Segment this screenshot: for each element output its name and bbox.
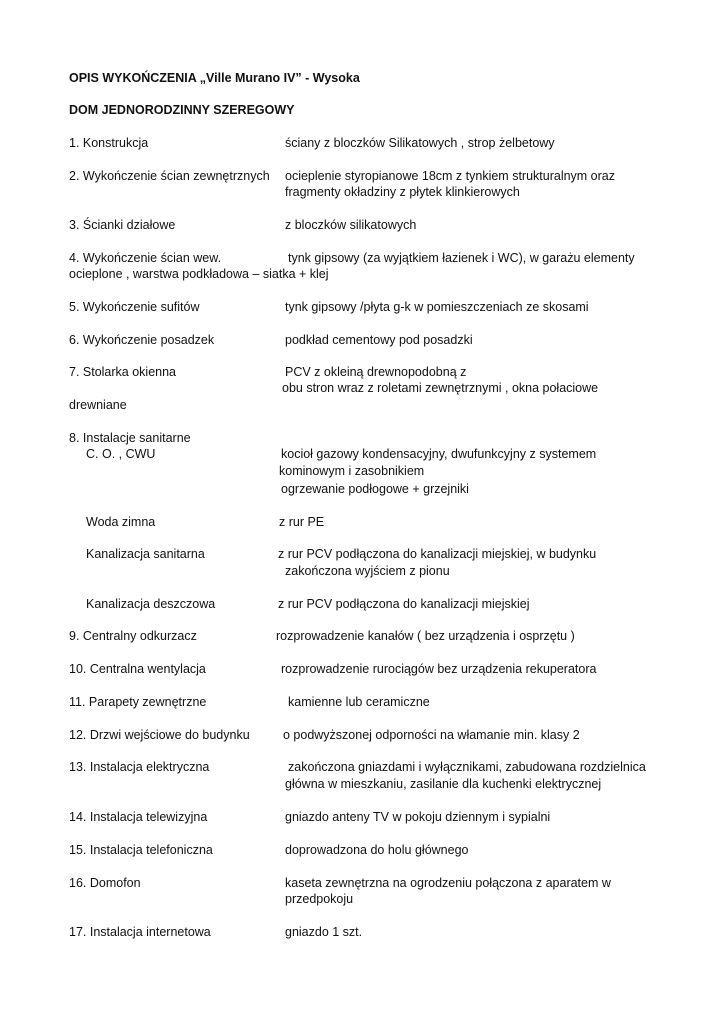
item-description: gniazdo anteny TV w pokoju dziennym i sypialni bbox=[285, 810, 551, 824]
item-label: 13. Instalacja elektryczna bbox=[69, 760, 210, 774]
item-description: gniazdo 1 szt. bbox=[285, 925, 363, 939]
item-label: 2. Wykończenie ścian zewnętrznych bbox=[69, 169, 270, 183]
item-description: z rur PE bbox=[279, 515, 325, 529]
item-description: ocieplone , warstwa podkładowa – siatka + klej bbox=[69, 267, 329, 281]
item-description: doprowadzona do holu głównego bbox=[285, 843, 469, 857]
item-description: podkład cementowy pod posadzki bbox=[285, 333, 473, 347]
item-label: 10. Centralna wentylacja bbox=[69, 662, 206, 676]
item-label: 4. Wykończenie ścian wew. bbox=[69, 251, 222, 265]
item-description: zakończona gniazdami i wyłącznikami, zabudowana rozdzielnica bbox=[288, 760, 646, 774]
item-description: o podwyższonej odporności na włamanie min. klasy 2 bbox=[283, 728, 580, 742]
item-label: 6. Wykończenie posadzek bbox=[69, 333, 215, 347]
item-description: tynk gipsowy /płyta g-k w pomieszczeniach ze skosami bbox=[285, 300, 589, 314]
item-description: PCV z okleiną drewnopodobną z bbox=[285, 365, 467, 379]
subitem-label: Kanalizacja sanitarna bbox=[86, 547, 205, 561]
item-description: ogrzewanie podłogowe + grzejniki bbox=[281, 482, 469, 496]
item-label: 7. Stolarka okienna bbox=[69, 365, 177, 379]
item-description: rozprowadzenie rurociągów bez urządzenia rekuperatora bbox=[281, 662, 597, 676]
subitem-label: C. O. , CWU bbox=[86, 447, 156, 461]
item-label: 14. Instalacja telewizyjna bbox=[69, 810, 208, 824]
item-description: drewniane bbox=[69, 398, 127, 412]
document-title: OPIS WYKOŃCZENIA „Ville Murano IV” - Wysoka bbox=[69, 71, 360, 85]
item-description: z bloczków silikatowych bbox=[285, 218, 417, 232]
item-label: 9. Centralny odkurzacz bbox=[69, 629, 197, 643]
item-description: kocioł gazowy kondensacyjny, dwufunkcyjny z systemem bbox=[281, 447, 597, 461]
item-description: przedpokoju bbox=[285, 892, 354, 906]
item-description: zakończona wyjściem z pionu bbox=[285, 564, 450, 578]
subitem-label: Woda zimna bbox=[86, 515, 156, 529]
item-label: 3. Ścianki działowe bbox=[69, 218, 176, 232]
item-description: obu stron wraz z roletami zewnętrznymi , okna połaciowe bbox=[282, 381, 599, 395]
item-description: rozprowadzenie kanałów ( bez urządzenia i osprzętu ) bbox=[276, 629, 575, 643]
item-label: 11. Parapety zewnętrzne bbox=[69, 695, 207, 709]
item-label: 16. Domofon bbox=[69, 876, 141, 890]
item-description: z rur PCV podłączona do kanalizacji miejskiej bbox=[278, 597, 530, 611]
item-description: ściany z bloczków Silikatowych , strop żelbetowy bbox=[285, 136, 555, 150]
item-description: z rur PCV podłączona do kanalizacji miejskiej, w budynku bbox=[278, 547, 597, 561]
item-description: fragmenty okładziny z płytek klinkierowych bbox=[285, 185, 520, 199]
item-label: 15. Instalacja telefoniczna bbox=[69, 843, 213, 857]
item-description: kaseta zewnętrzna na ogrodzeniu połączona z aparatem w bbox=[285, 876, 611, 890]
item-label: 17. Instalacja internetowa bbox=[69, 925, 211, 939]
item-label: 12. Drzwi wejściowe do budynku bbox=[69, 728, 250, 742]
item-description: kamienne lub ceramiczne bbox=[288, 695, 430, 709]
item-description: tynk gipsowy (za wyjątkiem łazienek i WC), w garażu elementy bbox=[288, 251, 635, 265]
subitem-label: Kanalizacja deszczowa bbox=[86, 597, 216, 611]
document-subtitle: DOM JEDNORODZINNY SZEREGOWY bbox=[69, 103, 295, 117]
item-label: 5. Wykończenie sufitów bbox=[69, 300, 200, 314]
item-description: ocieplenie styropianowe 18cm z tynkiem strukturalnym oraz bbox=[285, 169, 615, 183]
item-description: kominowym i zasobnikiem bbox=[279, 464, 425, 478]
item-label: 1. Konstrukcja bbox=[69, 136, 149, 150]
item-description: główna w mieszkaniu, zasilanie dla kuchenki elektrycznej bbox=[285, 777, 602, 791]
section-label: 8. Instalacje sanitarne bbox=[69, 431, 191, 445]
